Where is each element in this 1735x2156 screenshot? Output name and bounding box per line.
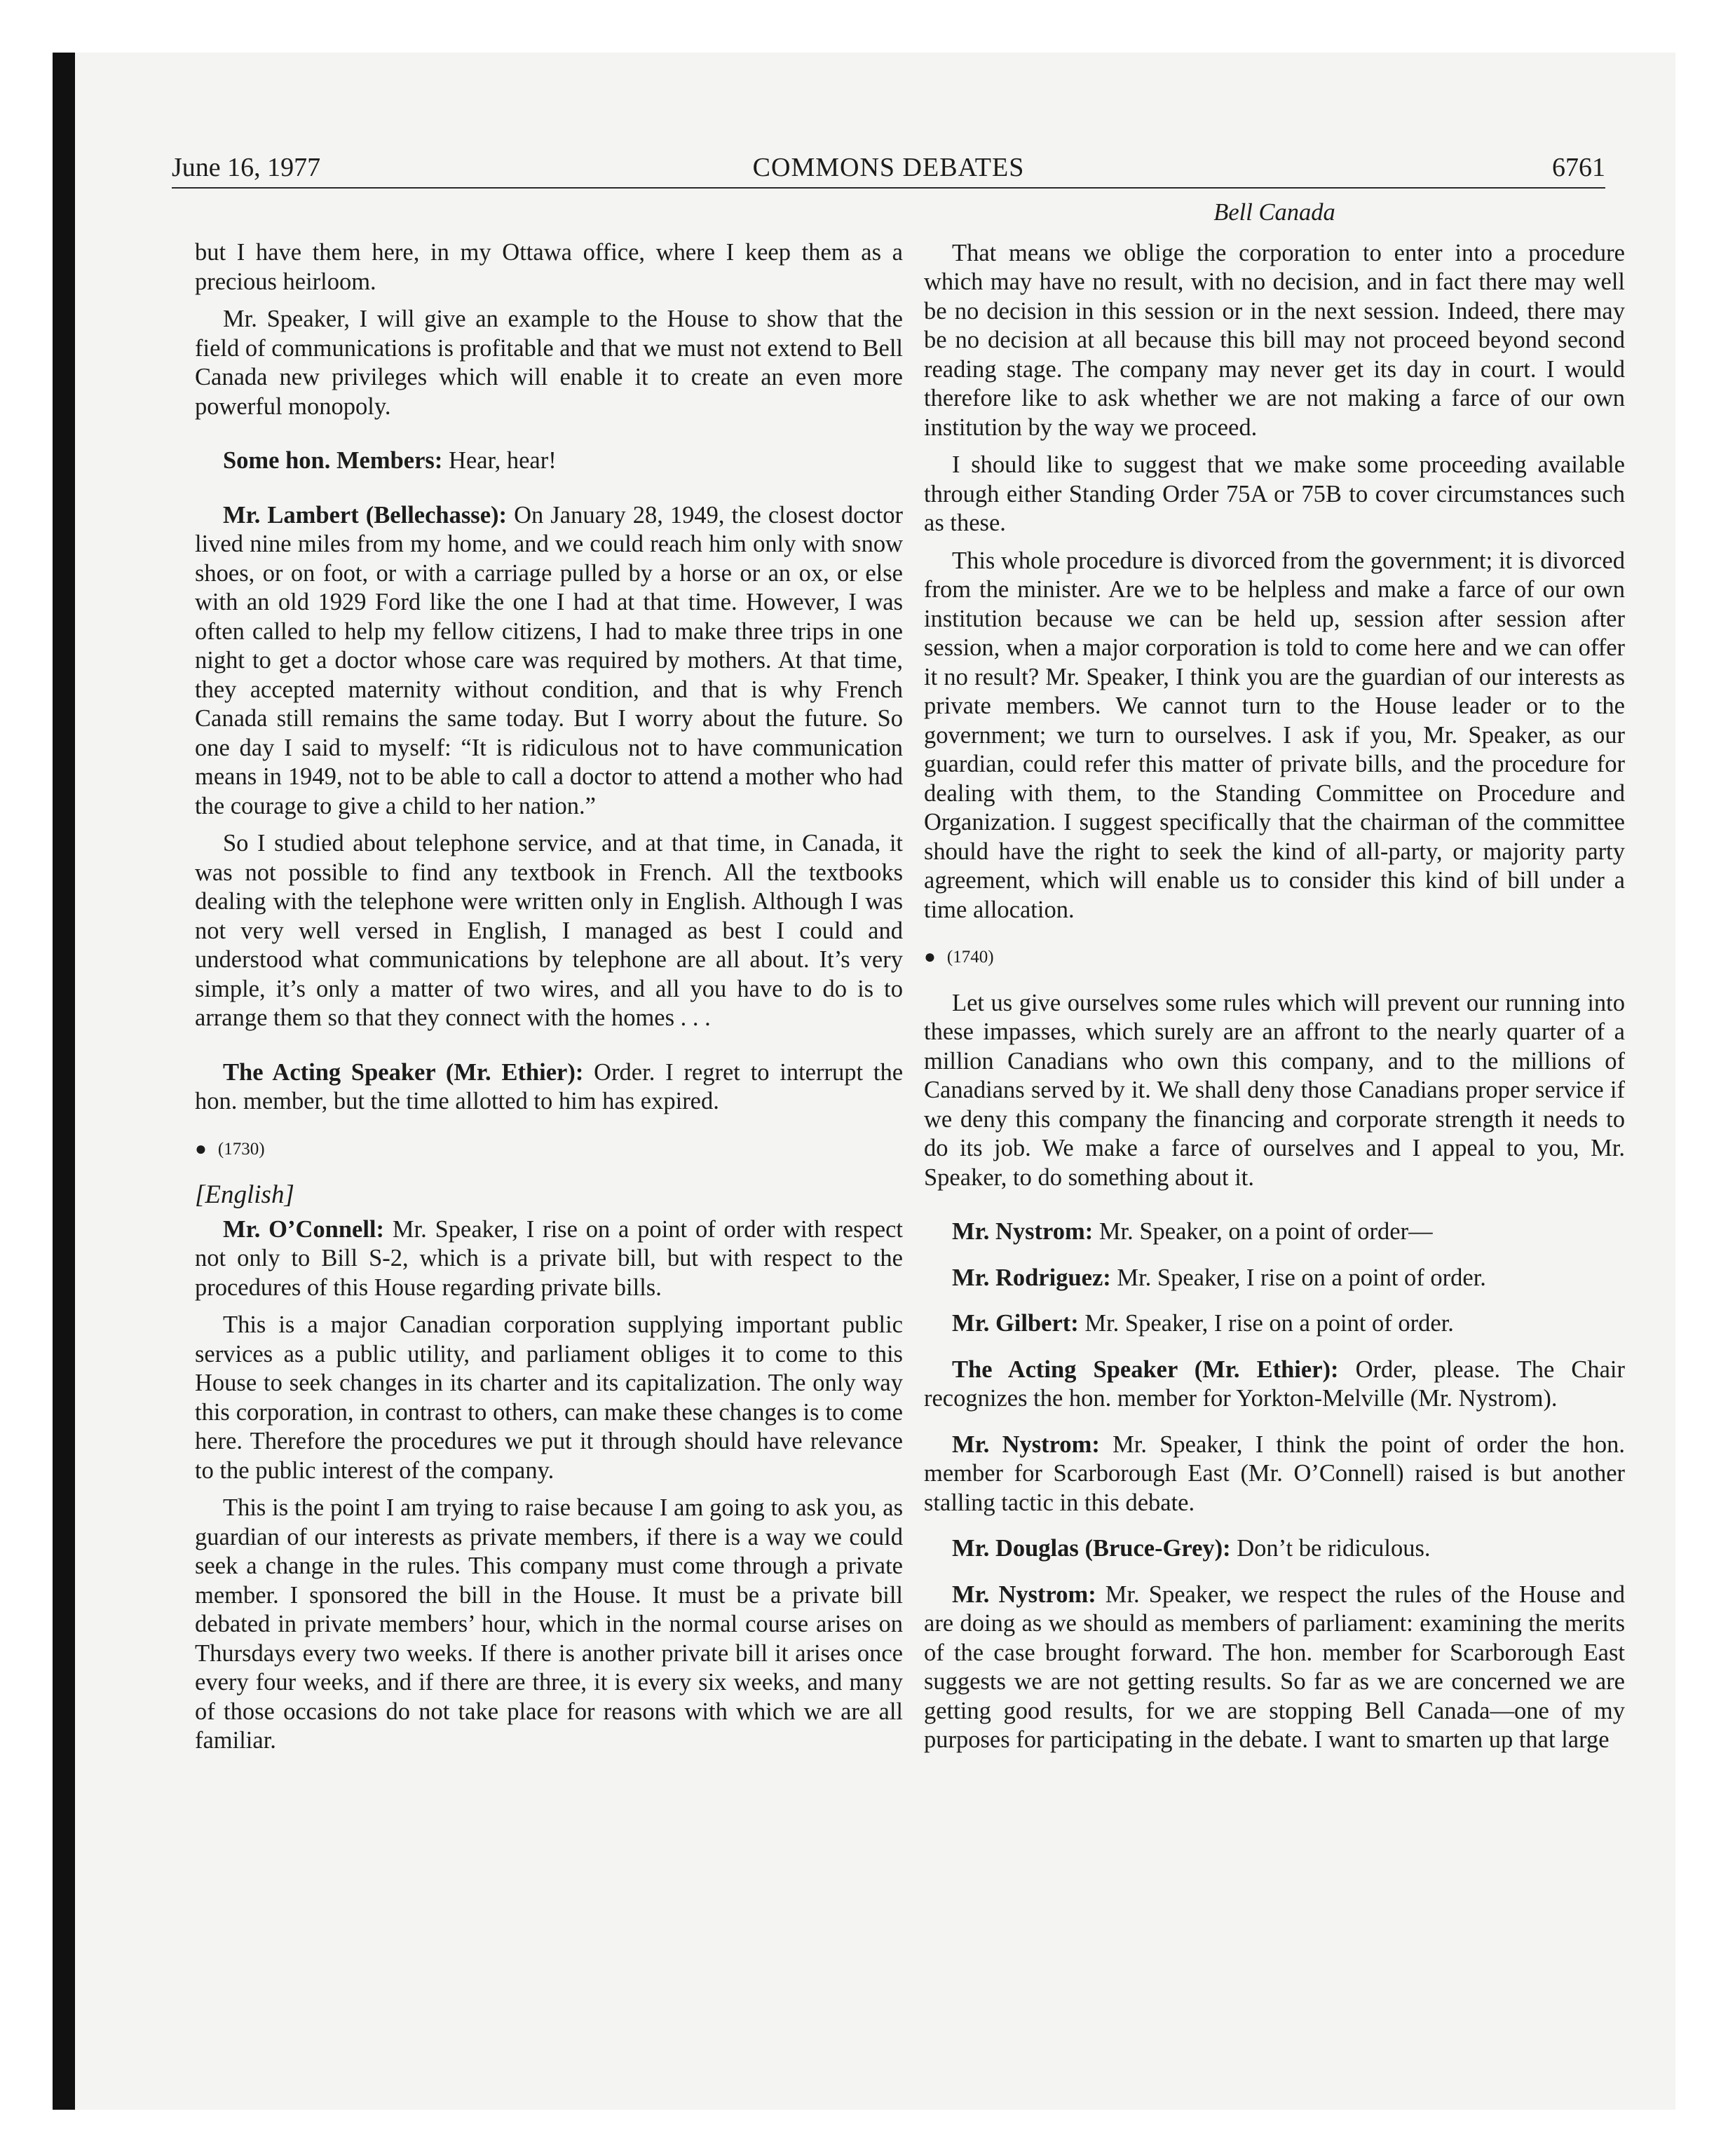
language-marker: [English] — [195, 1180, 294, 1209]
speaker-name: Mr. Nystrom: — [952, 1431, 1100, 1458]
time-marker — [924, 943, 1625, 972]
paragraph: That means we oblige the corporation to enter into a procedure which may have no result, with no decision, and in fact there may well be no decision in this session or in the next session. Indeed, there may be no decision at all because this bill may not proceed beyond second reading stage. The company may never get its day in court. I would therefore like to ask whether we are not making a farce of our own institution by the way we proceed. — [924, 239, 1625, 441]
time-marker-label: (1740) — [946, 948, 994, 967]
header-page-number: 6761 — [1552, 153, 1605, 182]
paragraph: I should like to suggest that we make some proceeding available through either Standing Order 75A or 75B to cover circumstances such as these. — [924, 451, 1625, 536]
speech-text: Mr. Speaker, I rise on a point of order with respect not only to Bill S-2, which is a private bill, but with respect to the procedures of this House regarding private bills. — [195, 1215, 903, 1301]
speech-text: Don’t be ridiculous. — [1230, 1535, 1431, 1562]
paragraph: Mr. Speaker, I will give an example to the House to show that the field of communications is profitable and that we must not extend to Bell Canada new privileges which will enable it to create an even more powerful monopoly. — [195, 306, 903, 420]
right-column — [924, 198, 1625, 1763]
speech-text: On January 28, 1949, the closest doctor lived nine miles from my home, and we could reach him only with snow shoes, or on foot, or with a carriage pulled by a horse or an ox, or else with an old 1929 Ford like the one I had at that time. However, I was often called to help my fellow citizens, I had to make three trips in one night to get a doctor whose care was required by mothers. At that time, they accepted maternity without condition, and that is why French Canada still remains the same today. But I worry about the future. So one day I said to myself: “It is ridiculous not to have communication means in 1949, not to be able to call a doctor to attend a mother who had the courage to give a child to her nation.” — [195, 501, 903, 819]
speech-text: Hear, hear! — [442, 447, 557, 474]
speech-paragraph — [924, 1581, 1625, 1755]
page-header — [172, 144, 1605, 189]
speech-text: Mr. Speaker, on a point of order— — [1093, 1218, 1433, 1245]
paragraph: This is a major Canadian corporation supplying important public services as a public utility, and parliament obliges it to come to this House to seek changes in its charter and its capitalization. The only way this corporation, in contrast to others, can make these changes is to come here. Therefore the procedures we put it through should have relevance to the public interest of the company. — [195, 1311, 903, 1484]
speaker-name: Mr. O’Connell: — [223, 1215, 385, 1243]
speech-text: Order. I regret to interrupt the hon. member, but the time allotted to him has expired. — [195, 1058, 904, 1114]
speech-text: Order, please. The Chair recognizes the hon. member for Yorkton-Melville (Mr. Nystrom). — [924, 1356, 1626, 1412]
speech-paragraph — [924, 1356, 1625, 1414]
speech-paragraph — [924, 1309, 1625, 1339]
speech-paragraph — [924, 1217, 1625, 1247]
time-marker — [195, 1135, 903, 1164]
bullet-icon: ● — [924, 946, 936, 968]
speaker-name: Some hon. Members: — [223, 447, 443, 474]
running-title: Bell Canada — [1213, 199, 1335, 226]
speaker-name: Mr. Gilbert: — [952, 1310, 1079, 1337]
speech-text: Mr. Speaker, I rise on a point of order. — [1078, 1310, 1454, 1337]
speaker-name: The Acting Speaker (Mr. Ethier): — [223, 1058, 584, 1086]
paragraph: This is the point I am trying to raise because I am going to ask you, as guardian of our interests as private members, if there is a way we could seek a change in the rules. This company must come through a private member. I sponsored the bill in the House. It must be a private bill debated in private members’ hour, which in the normal course arises on Thursdays every two weeks. If there is another private bill it arises once every four weeks, and if there are three, it is every six weeks, and many of those occasions do not take place for reasons with which we are all familiar. — [195, 1494, 903, 1754]
speech-paragraph — [195, 501, 903, 821]
paragraph: Let us give ourselves some rules which will prevent our running into these impasses, which surely are an affront to the nearly quarter of a million Canadians who own this company, and to the millions of Canadians served by it. We shall deny those Canadians proper service if we deny this company the financing and corporate strength it needs to do its job. We make a farce of ourselves and I appeal to you, Mr. Speaker, to do something about it. — [924, 989, 1625, 1191]
speech-paragraph — [195, 446, 903, 476]
speech-paragraph — [195, 1215, 903, 1303]
speaker-name: The Acting Speaker (Mr. Ethier): — [952, 1356, 1339, 1383]
speech-paragraph — [195, 1058, 903, 1117]
time-marker-label: (1730) — [217, 1139, 265, 1159]
speech-paragraph — [924, 1431, 1625, 1518]
left-column — [195, 198, 903, 1764]
paragraph: This whole procedure is divorced from the government; it is divorced from the minister. Are we to be helpless and make a farce of our own institution because we can be held up, session after session after session, when a major corporation is told to come here and we can offer it no result? Mr. Speaker, I think you are the guardian of our interests as private members. We cannot turn to the House leader or to the government; we turn to ourselves. I ask if you, Mr. Speaker, as our guardian, could refer this matter of private bills, and the procedure for dealing with them, to the Standing Committee on Procedure and Organization. I suggest specifically that the chairman of the committee should have the right to seek the kind of all-party, or majority party agreement, which will enable us to consider this kind of bill under a time allocation. — [924, 547, 1625, 923]
header-publication-title: COMMONS DEBATES — [752, 153, 1025, 182]
speaker-name: Mr. Lambert (Bellechasse): — [223, 501, 507, 528]
speaker-name: Mr. Douglas (Bruce-Grey): — [952, 1535, 1231, 1562]
speech-paragraph — [924, 1534, 1625, 1564]
speaker-name: Mr. Nystrom: — [952, 1218, 1094, 1245]
speaker-name: Mr. Nystrom: — [952, 1581, 1096, 1608]
speaker-name: Mr. Rodriguez: — [952, 1264, 1111, 1291]
speech-text: Mr. Speaker, we respect the rules of the House and are doing as we should as members of parliament: examining the merits of the case brought forward. The hon. member for Scarborough East suggests we are not getting results. So far as we are concerned we are getting good results, for we are stopping Bell Canada—one of my purposes for participating in the debate. I want to smarten up that large — [924, 1581, 1625, 1753]
bullet-icon: ● — [195, 1138, 207, 1160]
paragraph: So I studied about telephone service, and at that time, in Canada, it was not possible to find any textbook in French. All the textbooks dealing with the telephone were written only in English. Although I was not very well versed in English, I managed as best I could and understood what communications by telephone are all about. It’s very simple, it’s only a matter of two wires, and all you have to do is to arrange them so that they connect with the homes . . . — [195, 830, 903, 1031]
scan-binding-edge — [53, 53, 75, 2110]
header-date: June 16, 1977 — [172, 153, 321, 182]
speech-text: Mr. Speaker, I rise on a point of order. — [1110, 1264, 1486, 1291]
paragraph: but I have them here, in my Ottawa office, where I keep them as a precious heirloom. — [195, 239, 903, 295]
speech-text: Mr. Speaker, I think the point of order the hon. member for Scarborough East (Mr. O’Connell) raised is but another stalling tactic in this debate. — [924, 1431, 1625, 1516]
speech-paragraph — [924, 1264, 1625, 1293]
